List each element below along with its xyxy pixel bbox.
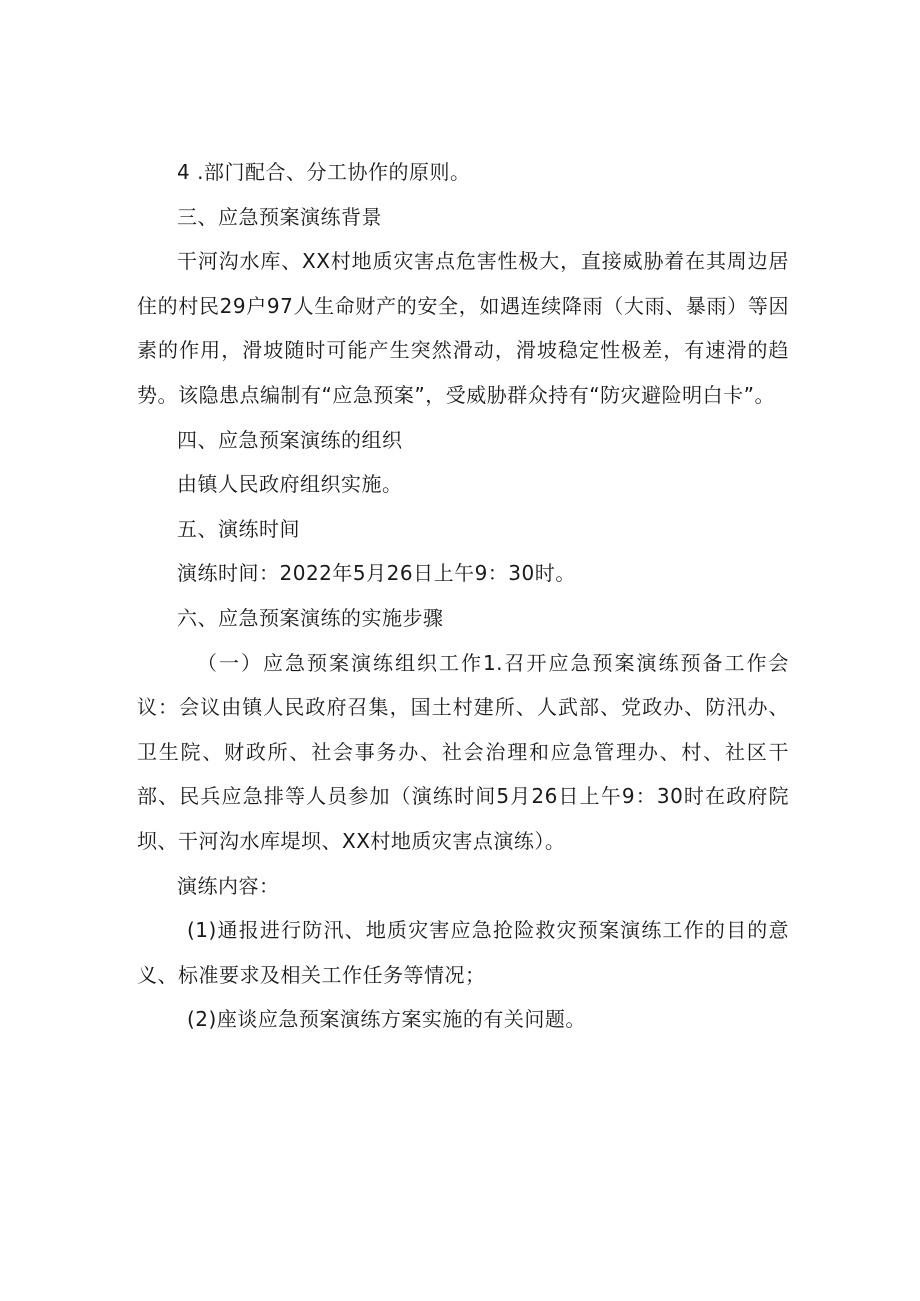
list-item-content-1: (1)通报进行防汛、地质灾害应急抢险救灾预案演练工作的目的意义、标准要求及相关工作任务等情况；	[137, 918, 789, 987]
paragraph-organization-work: （一）应急预案演练组织工作1.召开应急预案演练预备工作会议：会议由镇人民政府召集，国土村建所、人武部、党政办、防汛办、卫生院、财政所、社会事务办、社会治理和应急管理办、村、社区干部、民兵应急排等人员参加（演练时间5月26日上午9：30时在政府院坝、干河沟水库堤坝、XX村地质灾害点演练）。	[137, 650, 789, 853]
heading-implementation-steps: 六、应急预案演练的实施步骤	[177, 605, 444, 630]
document-body	[137, 150, 789, 1042]
paragraph-organization: 由镇人民政府组织实施。	[177, 472, 403, 497]
heading-drill-content: 演练内容：	[177, 873, 280, 898]
list-item-content-2: (2)座谈应急预案演练方案实施的有关问题。	[187, 1007, 586, 1032]
paragraph-background: 干河沟水库、XX村地质灾害点危害性极大，直接威胁着在其周边居住的村民29户97人生命财产的安全，如遇连续降雨（大雨、暴雨）等因素的作用，滑坡随时可能产生突然滑动，滑坡稳定性极差，有速滑的趋势。该隐患点编制有“应急预案”，受威胁群众持有“防灾避险明白卡”。	[137, 249, 789, 407]
heading-drill-time: 五、演练时间	[177, 516, 300, 541]
heading-drill-background: 三、应急预案演练背景	[177, 204, 382, 229]
paragraph-principle-4: 4 .部门配合、分工协作的原则。	[177, 160, 471, 184]
paragraph-drill-time: 演练时间：2022年5月26日上午9：30时。	[177, 561, 576, 586]
heading-drill-organization: 四、应急预案演练的组织	[177, 427, 403, 452]
